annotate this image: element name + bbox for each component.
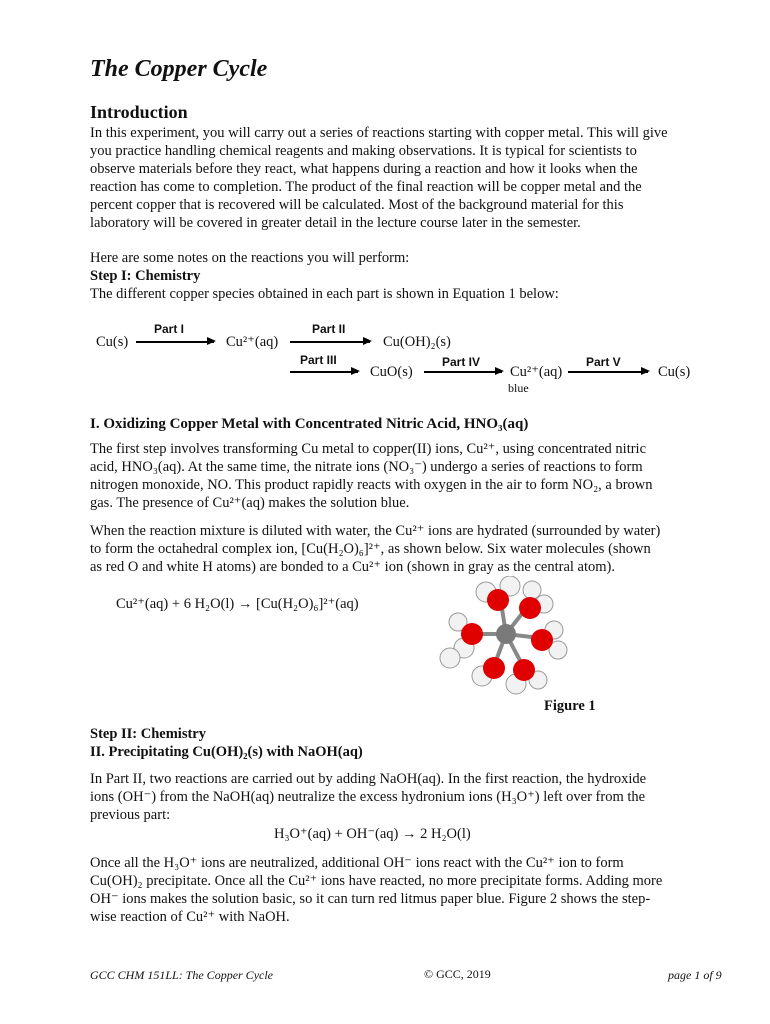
- scheme-cu2b: Cu²⁺(aq): [510, 364, 563, 380]
- section2-line: In Part II, two reactions are carried out by adding NaOH(aq). In the first reaction, the hydroxide: [90, 771, 647, 787]
- section1-line: acid, HNO₃(aq). At the same time, the nitrate ions (NO₃⁻) undergo a series of reactions to form: [90, 459, 643, 475]
- scheme-part4-label: Part IV: [442, 355, 481, 369]
- section1-heading: I. Oxidizing Copper Metal with Concentrated Nitric Acid, HNO₃(aq): [90, 416, 529, 432]
- intro-paragraph: [90, 124, 700, 232]
- scheme-arrow-2: [290, 341, 370, 343]
- section2-paragraph2: [90, 854, 700, 926]
- section2-paragraph1: [90, 770, 700, 824]
- species-line: The different copper species obtained in each part is shown in Equation 1 below:: [90, 286, 559, 302]
- section2-line: ions (OH⁻) from the NaOH(aq) neutralize the excess hydronium ions (H₃O⁺) left over from the: [90, 789, 646, 805]
- intro-line: you practice handling chemical reagents and making observations. It is typical for scientists to: [90, 143, 637, 159]
- section2-line: Cu(OH)₂ precipitate. Once all the Cu²⁺ ions have reacted, no more precipitate forms. Adding more: [90, 873, 663, 889]
- section1-line: as red O and white H atoms) are bonded to a Cu²⁺ ion (shown in gray as the central atom).: [90, 559, 615, 575]
- step2-heading: Step II: Chemistry: [90, 726, 206, 742]
- page-title: The Copper Cycle: [90, 56, 268, 82]
- scheme-cuo: CuO(s): [370, 364, 413, 380]
- scheme-arrow-5: [568, 371, 648, 373]
- notes-line: Here are some notes on the reactions you will perform:: [90, 250, 410, 266]
- section1-paragraph1: [90, 440, 700, 512]
- intro-heading: Introduction: [90, 102, 188, 122]
- scheme-part1-label: Part I: [154, 322, 185, 336]
- intro-line: laboratory will be covered in greater detail in the lecture course later in the semester.: [90, 215, 581, 231]
- section2-line: Once all the H₃O⁺ ions are neutralized, additional OH⁻ ions react with the Cu²⁺ ion to form: [90, 855, 624, 871]
- scheme-cu2: Cu²⁺(aq): [226, 334, 279, 350]
- scheme-blue-label: blue: [508, 381, 529, 395]
- intro-line: reaction has come to completion. The product of the final reaction will be copper metal and the: [90, 179, 642, 195]
- section2-line: previous part:: [90, 807, 171, 823]
- copper-aqua-complex-figure: [436, 576, 586, 696]
- section1-line: The first step involves transforming Cu metal to copper(II) ions, Cu²⁺, using concentrated nitric: [90, 441, 647, 457]
- section1-paragraph2: [90, 522, 700, 576]
- figure1-label: Figure 1: [544, 698, 596, 714]
- scheme-part2-label: Part II: [312, 322, 346, 336]
- scheme-part5-label: Part V: [586, 355, 621, 369]
- scheme-cu-start: Cu(s): [96, 334, 129, 350]
- intro-line: percent copper that is recovered will be calculated. Most of the background material for this: [90, 197, 624, 213]
- notes-block: [90, 249, 700, 303]
- section1-line: gas. The presence of Cu²⁺(aq) makes the solution blue.: [90, 495, 410, 511]
- section1-line: nitrogen monoxide, NO. This product rapidly reacts with oxygen in the air to form NO₂, a brown: [90, 477, 653, 493]
- intro-line: observe materials before they react, what happens during a reaction and how it looks when the: [90, 161, 638, 177]
- footer-page-number: page 1 of 9: [668, 968, 722, 982]
- step1-heading: Step I: Chemistry: [90, 268, 201, 284]
- section2-heading: II. Precipitating Cu(OH)₂(s) with NaOH(aq): [90, 744, 363, 760]
- section1-line: When the reaction mixture is diluted with water, the Cu²⁺ ions are hydrated (surrounded by water): [90, 523, 661, 539]
- scheme-cu-end: Cu(s): [658, 364, 691, 380]
- scheme-cuoh2: Cu(OH)₂(s): [383, 334, 451, 350]
- footer-copyright: © GCC, 2019: [424, 967, 491, 981]
- section2-line: wise reaction of Cu²⁺ with NaOH.: [90, 909, 290, 925]
- section1-line: to form the octahedral complex ion, [Cu(H₂O)₆]²⁺, as shown below. Six water molecules (shown: [90, 541, 651, 557]
- neutralization-equation: H₃O⁺(aq) + OH⁻(aq) → 2 H₂O(l): [274, 826, 471, 842]
- copper-atom: [496, 624, 516, 644]
- scheme-arrow-1: [136, 341, 214, 343]
- hydration-equation: Cu²⁺(aq) + 6 H₂O(l) → [Cu(H₂O)₆]²⁺(aq): [116, 596, 359, 612]
- section2-line: OH⁻ ions makes the solution basic, so it can turn red litmus paper blue. Figure 2 shows the step-: [90, 891, 651, 907]
- scheme-part3-label: Part III: [300, 353, 337, 367]
- scheme-arrow-4: [424, 371, 502, 373]
- scheme-arrow-3: [290, 371, 358, 373]
- footer-course: GCC CHM 151LL: The Copper Cycle: [90, 968, 273, 982]
- intro-line: In this experiment, you will carry out a series of reactions starting with copper metal. This will give: [90, 125, 668, 141]
